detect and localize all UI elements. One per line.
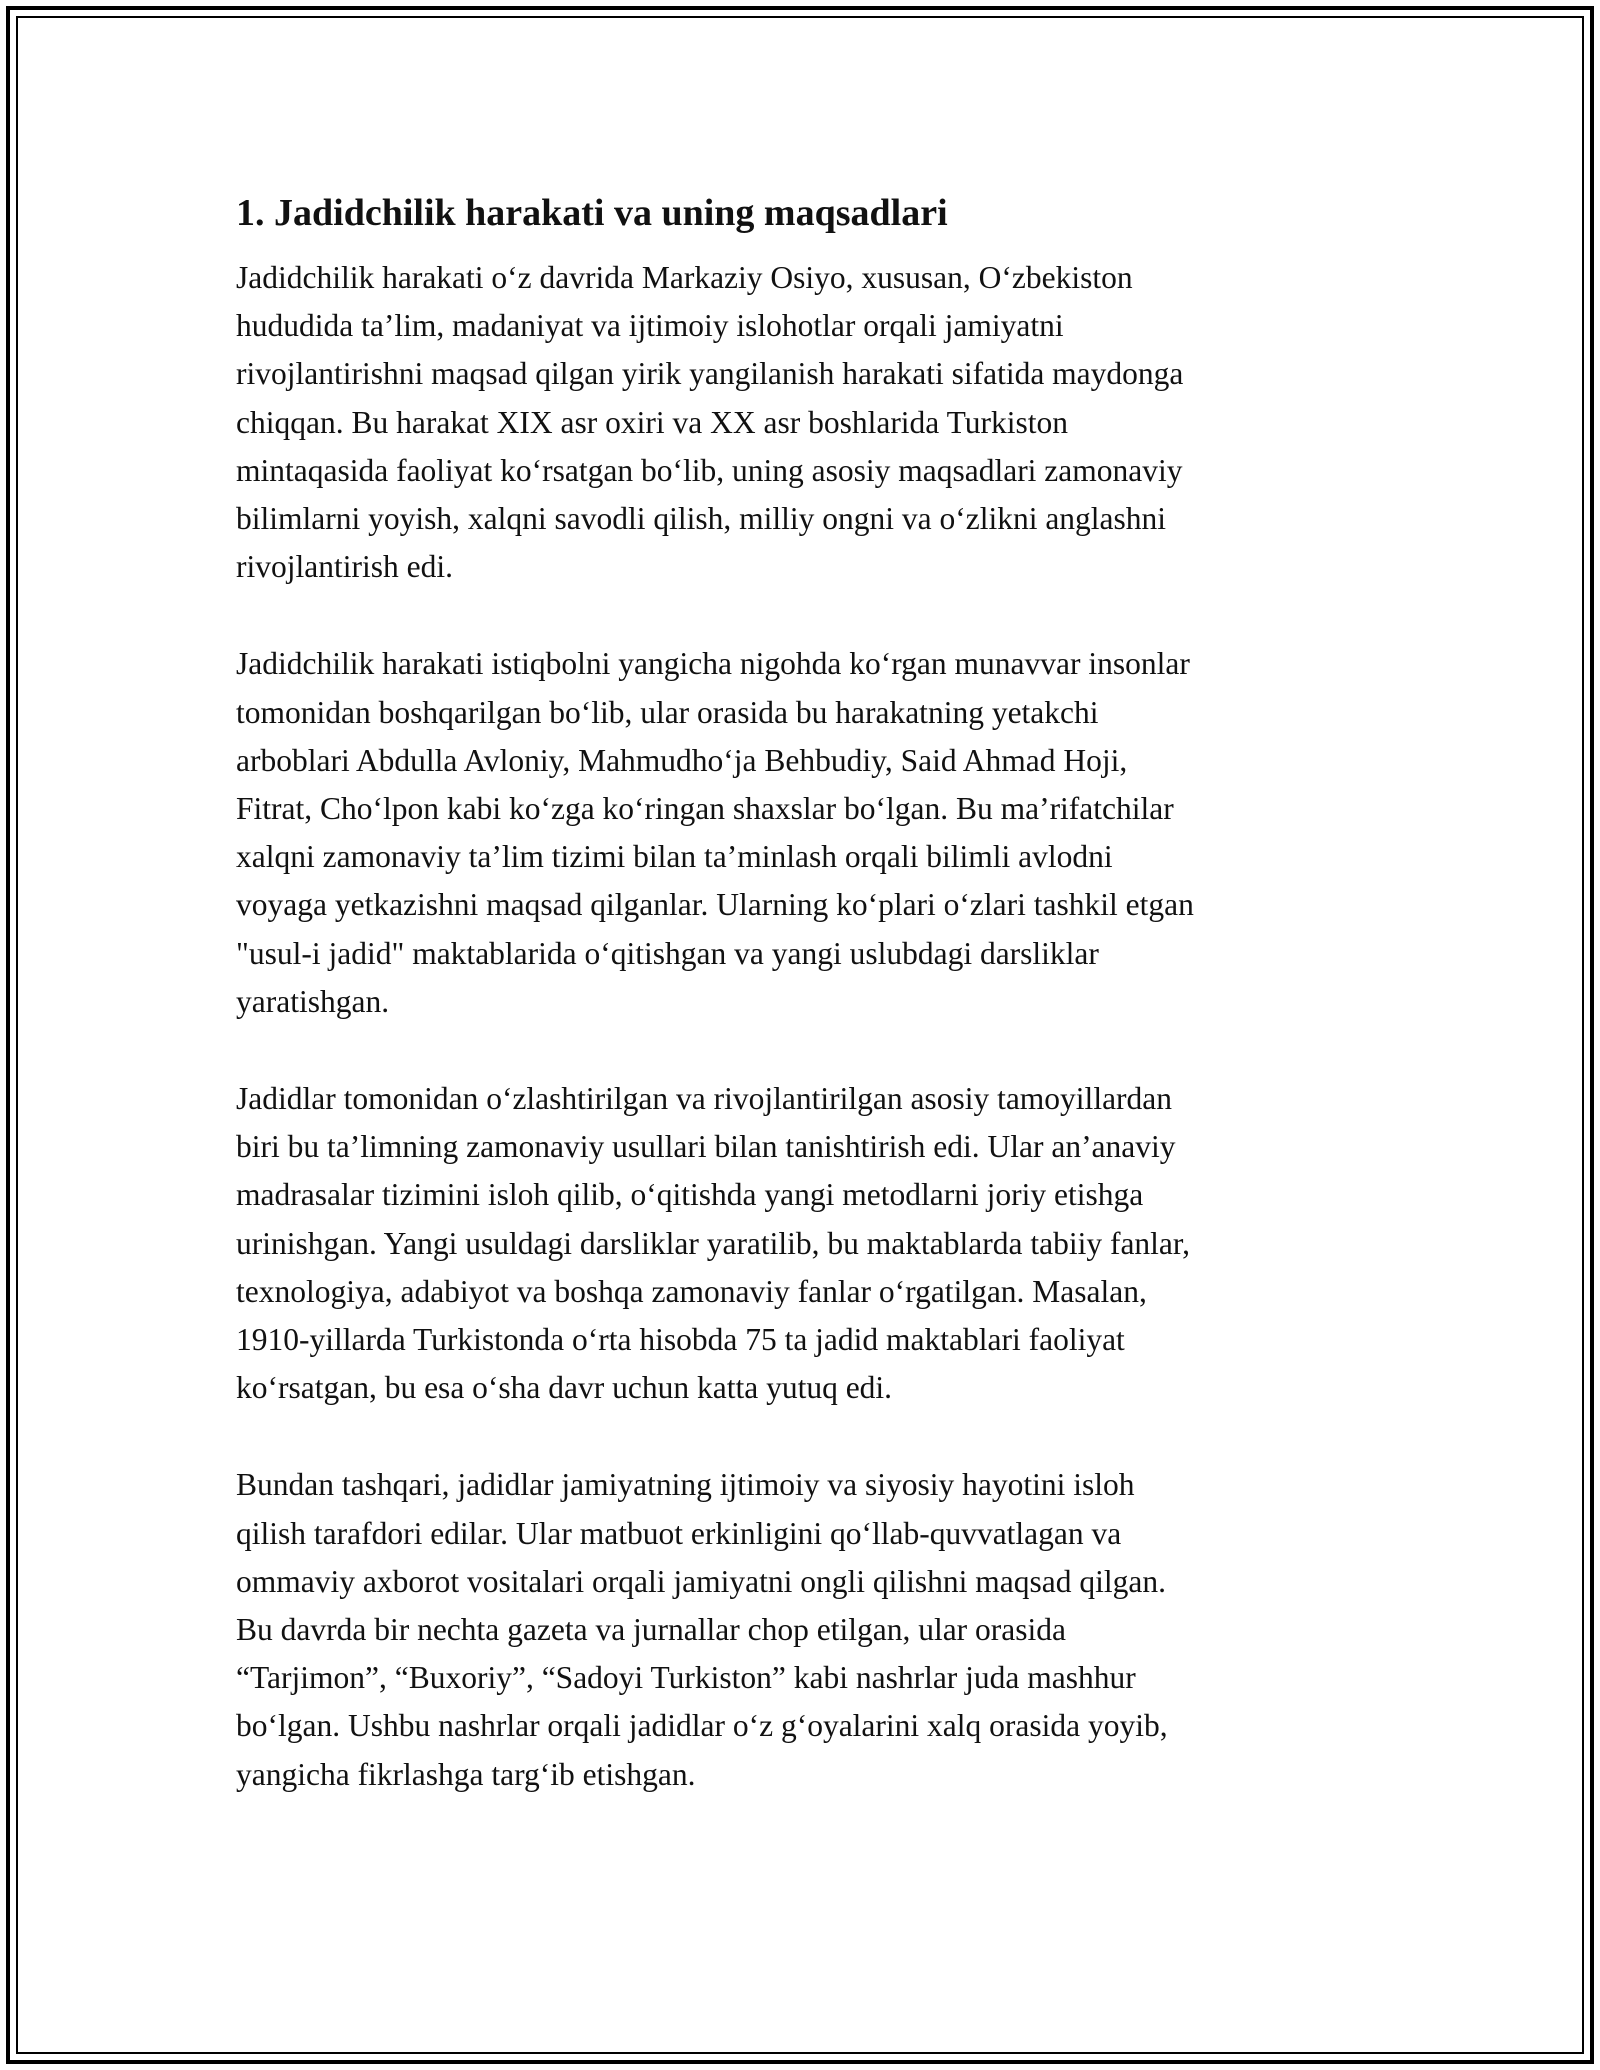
text-line: yaratishgan. bbox=[236, 983, 390, 1019]
text-line: ommaviy axborot vositalari orqali jamiyatni ongli qilishni maqsad qilgan. bbox=[236, 1563, 1166, 1599]
document-body bbox=[236, 190, 1376, 1848]
text-line: "usul-i jadid" maktablarida o‘qitishgan va yangi uslubdagi darsliklar bbox=[236, 935, 1099, 971]
paragraph-3 bbox=[236, 1075, 1376, 1412]
text-line: rivojlantirish edi. bbox=[236, 549, 453, 585]
text-line: mintaqasida faoliyat ko‘rsatgan bo‘lib, uning asosiy maqsadlari zamonaviy bbox=[236, 452, 1183, 488]
text-line: hududida ta’lim, madaniyat va ijtimoiy islohotlar orqali jamiyatni bbox=[236, 308, 1064, 344]
text-line: urinishgan. Yangi usuldagi darsliklar yaratilib, bu maktablarda tabiiy fanlar, bbox=[236, 1225, 1191, 1261]
paragraph-2 bbox=[236, 640, 1376, 1026]
text-line: ko‘rsatgan, bu esa o‘sha davr uchun katta yutuq edi. bbox=[236, 1370, 893, 1406]
text-line: biri bu ta’limning zamonaviy usullari bilan tanishtirish edi. Ular an’anaviy bbox=[236, 1129, 1176, 1165]
text-line: Jadidlar tomonidan o‘zlashtirilgan va rivojlantirilgan asosiy tamoyillardan bbox=[236, 1081, 1173, 1117]
text-line: texnologiya, adabiyot va boshqa zamonaviy fanlar o‘rgatilgan. Masalan, bbox=[236, 1273, 1147, 1309]
paragraph-4 bbox=[236, 1461, 1376, 1798]
text-line: qilish tarafdori edilar. Ular matbuot erkinligini qo‘llab-quvvatlagan va bbox=[236, 1515, 1122, 1551]
text-line: arboblari Abdulla Avloniy, Mahmudho‘ja Behbudiy, Said Ahmad Hoji, bbox=[236, 742, 1128, 778]
text-line: bo‘lgan. Ushbu nashrlar orqali jadidlar o‘z g‘oyalarini xalq orasida yoyib, bbox=[236, 1708, 1168, 1744]
text-line: xalqni zamonaviy ta’lim tizimi bilan ta’minlash orqali bilimli avlodni bbox=[236, 839, 1113, 875]
text-line: tomonidan boshqarilgan bo‘lib, ular orasida bu harakatning yetakchi bbox=[236, 694, 1099, 730]
text-line: voyaga yetkazishni maqsad qilganlar. Ularning ko‘plari o‘zlari tashkil etgan bbox=[236, 887, 1194, 923]
text-line: yangicha fikrlashga targ‘ib etishgan. bbox=[236, 1756, 696, 1792]
text-line: bilimlarni yoyish, xalqni savodli qilish, milliy ongni va o‘zlikni anglashni bbox=[236, 501, 1167, 537]
text-line: Jadidchilik harakati istiqbolni yangicha nigohda ko‘rgan munavvar insonlar bbox=[236, 646, 1190, 682]
text-line: Bundan tashqari, jadidlar jamiyatning ijtimoiy va siyosiy hayotini isloh bbox=[236, 1467, 1135, 1503]
text-line: rivojlantirishni maqsad qilgan yirik yangilanish harakati sifatida maydonga bbox=[236, 356, 1184, 392]
text-line: chiqqan. Bu harakat XIX asr oxiri va XX asr boshlarida Turkiston bbox=[236, 404, 1068, 440]
text-line: Jadidchilik harakati o‘z davrida Markaziy Osiyo, xususan, O‘zbekiston bbox=[236, 260, 1133, 295]
section-heading: 1. Jadidchilik harakati va uning maqsadlari bbox=[236, 192, 948, 234]
paragraph-1 bbox=[236, 254, 1376, 591]
text-line: “Tarjimon”, “Buxoriy”, “Sadoyi Turkiston” kabi nashrlar juda mashhur bbox=[236, 1660, 1136, 1696]
text-line: madrasalar tizimini isloh qilib, o‘qitishda yangi metodlarni joriy etishga bbox=[236, 1177, 1144, 1213]
text-line: 1910-yillarda Turkistonda o‘rta hisobda 75 ta jadid maktablari faoliyat bbox=[236, 1322, 1125, 1358]
text-line: Fitrat, Cho‘lpon kabi ko‘zga ko‘ringan shaxslar bo‘lgan. Bu ma’rifatchilar bbox=[236, 791, 1174, 827]
text-line: Bu davrda bir nechta gazeta va jurnallar chop etilgan, ular orasida bbox=[236, 1612, 1067, 1648]
